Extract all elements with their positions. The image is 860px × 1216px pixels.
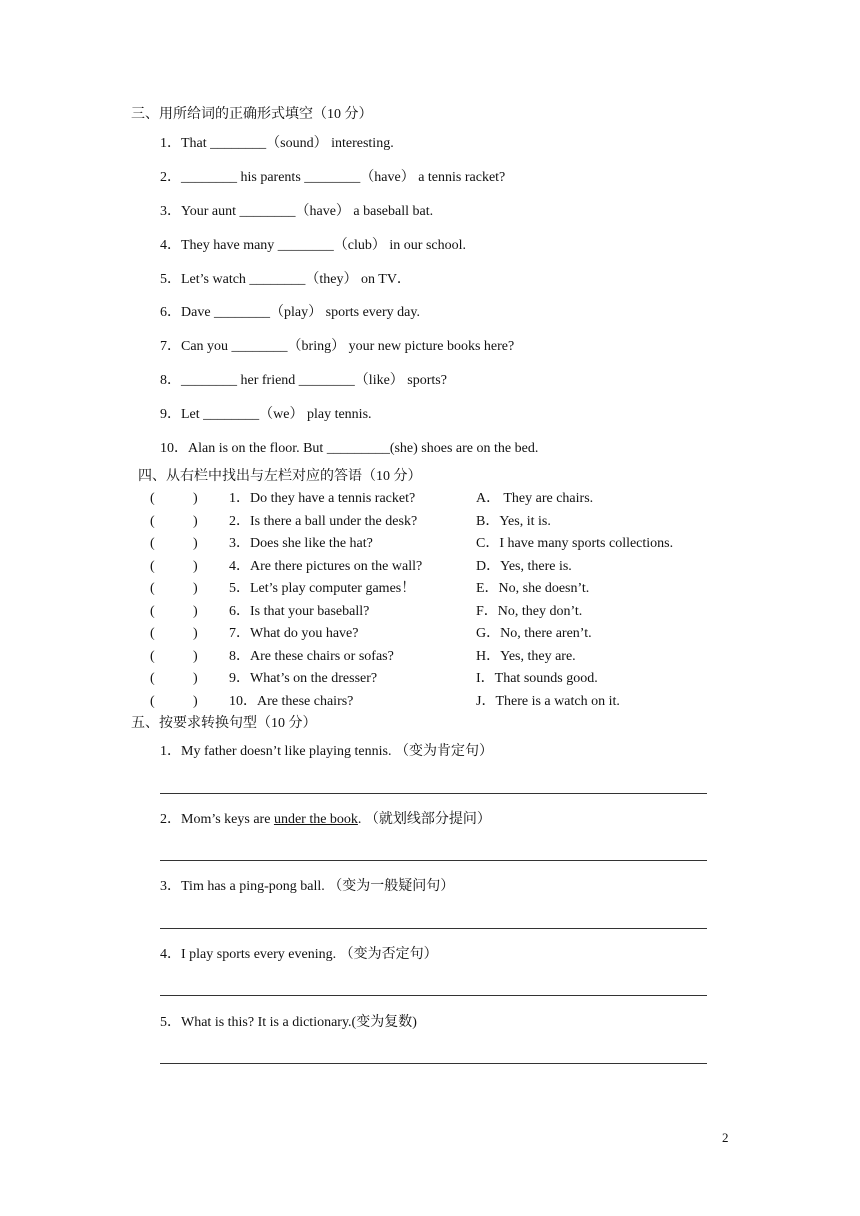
matching-question: 1．Do they have a tennis racket? bbox=[229, 491, 416, 506]
answer-line[interactable] bbox=[160, 928, 707, 929]
answer-line[interactable] bbox=[160, 860, 707, 861]
answer-blank-open[interactable]: ( bbox=[150, 536, 155, 551]
fill-in-item-7: 7．Can you ________（bring） your new picture books here? bbox=[160, 339, 515, 354]
answer-blank-close: ) bbox=[193, 671, 198, 686]
answer-blank-open[interactable]: ( bbox=[150, 581, 155, 596]
answer-blank-open[interactable]: ( bbox=[150, 559, 155, 574]
matching-answer: H．Yes, they are. bbox=[476, 649, 576, 664]
matching-answer: A． They are chairs. bbox=[476, 491, 594, 506]
section-4-heading: 四、从右栏中找出与左栏对应的答语（10 分） bbox=[138, 469, 422, 484]
transform-item-2-pre: 2．Mom’s keys are bbox=[160, 812, 274, 827]
matching-question: 2．Is there a ball under the desk? bbox=[229, 514, 418, 529]
answer-blank-close: ) bbox=[193, 649, 198, 664]
matching-question: 8．Are these chairs or sofas? bbox=[229, 649, 394, 664]
fill-in-item-1: 1．That ________（sound） interesting. bbox=[160, 136, 394, 151]
matching-answer: I．That sounds good. bbox=[476, 671, 598, 686]
answer-blank-open[interactable]: ( bbox=[150, 604, 155, 619]
page-number: 2 bbox=[722, 1130, 729, 1145]
matching-question: 10．Are these chairs? bbox=[229, 694, 354, 709]
answer-blank-close: ) bbox=[193, 626, 198, 641]
transform-item-5: 5．What is this? It is a dictionary.(变为复数) bbox=[160, 1015, 417, 1030]
matching-answer: J．There is a watch on it. bbox=[476, 694, 620, 709]
answer-blank-close: ) bbox=[193, 694, 198, 709]
fill-in-item-6: 6．Dave ________（play） sports every day. bbox=[160, 305, 420, 320]
answer-blank-close: ) bbox=[193, 581, 198, 596]
transform-item-2-post: . （就划线部分提问） bbox=[357, 812, 491, 827]
answer-blank-open[interactable]: ( bbox=[150, 491, 155, 506]
matching-answer: G．No, there aren’t. bbox=[476, 626, 592, 641]
matching-question: 5．Let’s play computer games！ bbox=[229, 581, 416, 596]
fill-in-item-9: 9．Let ________（we） play tennis. bbox=[160, 407, 372, 422]
section-3-heading: 三、用所给词的正确形式填空（10 分） bbox=[131, 107, 373, 122]
answer-blank-close: ) bbox=[193, 491, 198, 506]
fill-in-item-5: 5．Let’s watch ________（they） on TV． bbox=[160, 272, 411, 287]
fill-in-item-2: 2．________ his parents ________（have） a tennis racket? bbox=[160, 170, 506, 185]
matching-question: 9．What’s on the dresser? bbox=[229, 671, 378, 686]
matching-question: 7．What do you have? bbox=[229, 626, 359, 641]
answer-blank-close: ) bbox=[193, 514, 198, 529]
matching-answer: B．Yes, it is. bbox=[476, 514, 551, 529]
answer-blank-open[interactable]: ( bbox=[150, 514, 155, 529]
matching-answer: D．Yes, there is. bbox=[476, 559, 572, 574]
answer-blank-open[interactable]: ( bbox=[150, 671, 155, 686]
answer-line[interactable] bbox=[160, 793, 707, 794]
matching-question: 6．Is that your baseball? bbox=[229, 604, 370, 619]
answer-blank-open[interactable]: ( bbox=[150, 649, 155, 664]
matching-answer: C．I have many sports collections. bbox=[476, 536, 674, 551]
answer-line[interactable] bbox=[160, 1063, 707, 1064]
matching-question: 3．Does she like the hat? bbox=[229, 536, 373, 551]
fill-in-item-8: 8．________ her friend ________（like） sports? bbox=[160, 373, 447, 388]
matching-question: 4．Are there pictures on the wall? bbox=[229, 559, 423, 574]
answer-line[interactable] bbox=[160, 995, 707, 996]
answer-blank-close: ) bbox=[193, 559, 198, 574]
fill-in-item-10: 10．Alan is on the floor. But _________(she) shoes are on the bed. bbox=[160, 441, 539, 456]
section-5-heading: 五、按要求转换句型（10 分） bbox=[131, 716, 317, 731]
underlined-phrase: under the book bbox=[273, 812, 358, 827]
transform-item-3: 3．Tim has a ping-pong ball. （变为一般疑问句） bbox=[160, 879, 455, 894]
matching-answer: F．No, they don’t. bbox=[476, 604, 583, 619]
transform-item-1: 1．My father doesn’t like playing tennis. （变为肯定句） bbox=[160, 744, 493, 759]
transform-item-4: 4．I play sports every evening. （变为否定句） bbox=[160, 947, 438, 962]
transform-item-2 bbox=[160, 811, 491, 829]
answer-blank-close: ) bbox=[193, 536, 198, 551]
fill-in-item-3: 3．Your aunt ________（have） a baseball bat. bbox=[160, 204, 434, 219]
answer-blank-close: ) bbox=[193, 604, 198, 619]
matching-answer: E．No, she doesn’t. bbox=[476, 581, 590, 596]
answer-blank-open[interactable]: ( bbox=[150, 626, 155, 641]
fill-in-item-4: 4．They have many ________（club） in our school. bbox=[160, 238, 467, 253]
answer-blank-open[interactable]: ( bbox=[150, 694, 155, 709]
